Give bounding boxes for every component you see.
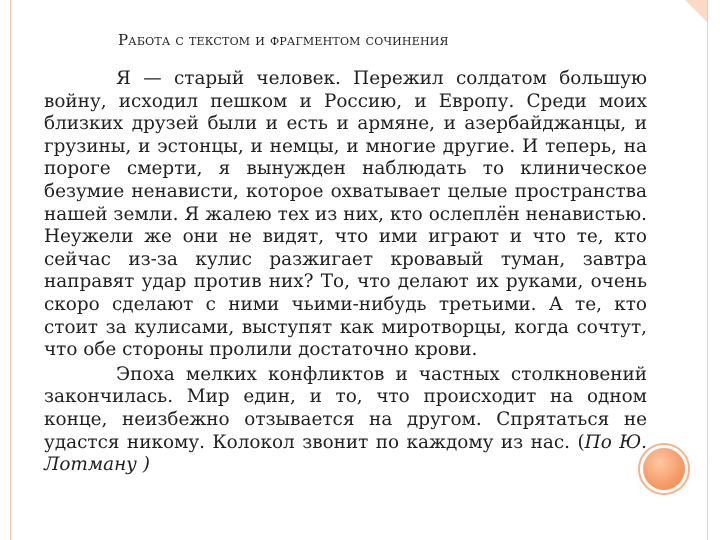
paragraph-1: Я — старый человек. Пережил солдатом большую войну, исходил пешком и Россию, и Европу. Среди моих близких друзей были и есть и армяне, и азербайджанцы, и грузины, и эстонцы, и немцы, и многие другие. И теперь, на пороге смерти, я вынужден наблюдать то клиническое безумие ненависти, которое охватывает целые пространства нашей земли. Я жалею тех из них, кто ослеплён ненавистью. Неужели же они не видят, что ими играют и что те, кто сейчас из-за кулис разжигает кровавый туман, завтра направят удар против них? То, что делают их руками, очень скоро сделают с ними чьими-нибудь третьими. А те, кто стоит за кулисами, выступят как миротворцы, когда сочтут, что обе стороны пролили достаточно крови. [44,68,647,361]
corner-decoration [685,0,707,22]
reference-open-paren: ( [577,431,585,453]
author-reference: По Ю. Лотману ) [44,431,648,476]
paragraph-2 [44,364,647,477]
decorative-circle-icon [643,448,685,490]
paragraph-2-text: Эпоха мелких конфликтов и частных столкновений закончилась. Мир един, и то, что происходит на одном конце, неизбежно отзывается на другом. Спрятаться не удастся никому. Колокол звонит по каждому из нас. [44,363,647,453]
slide-title: Работа с текстом и фрагментом сочинения [118,31,449,49]
slide-body [44,68,647,477]
